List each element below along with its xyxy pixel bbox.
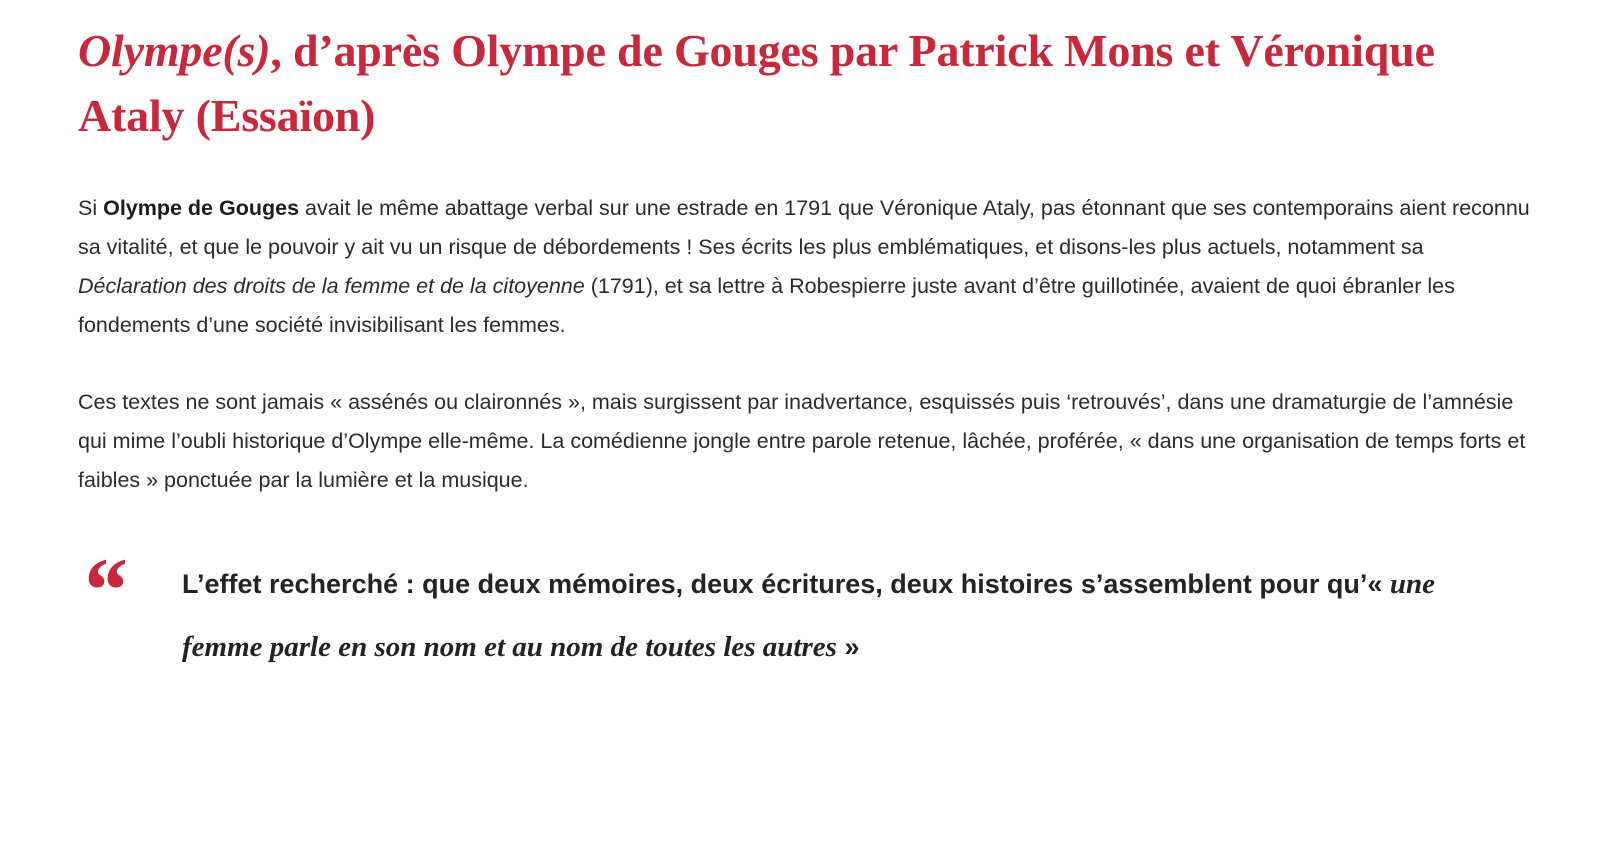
- quote-text-run: L’effet recherché : que deux mémoires, deux écritures, deux histoires s’assemblent pour qu’«: [182, 568, 1390, 599]
- pull-quote-text: [182, 553, 1482, 681]
- text-run: Si: [78, 195, 104, 220]
- page-title: [78, 18, 1532, 149]
- quote-mark-icon: “: [80, 538, 123, 641]
- emphasis-italic: Déclaration des droits de la femme et de la citoyenne: [78, 273, 585, 298]
- article-paragraph-1: [78, 189, 1532, 346]
- pull-quote: [78, 538, 1482, 681]
- quote-text-run: »: [836, 632, 860, 663]
- page-title-rest: , d’après Olympe de Gouges par Patrick Mons et Véronique Ataly (Essaïon): [78, 25, 1435, 142]
- page-title-italic: Olympe(s): [78, 25, 271, 76]
- article-paragraph-2: [78, 383, 1532, 500]
- text-run: Ces textes ne sont jamais « assénés ou claironnés », mais surgissent par inadvertance, esquissés puis ‘retrouvés’, dans une dramaturgie de l’amnésie qui mime l’oubli historique d’Olympe elle-même. La comédienne jongle entre parole retenue, lâchée, proférée, « dans une organisation de temps forts et faibles » ponctuée par la lumière et la musique.: [78, 390, 1526, 493]
- emphasis-bold: Olympe de Gouges: [103, 195, 300, 220]
- text-run: avait le même abattage verbal sur une estrade en 1791 que Véronique Ataly, pas étonnant que ses contemporains aient reconnu sa vitalité, et que le pouvoir y ait vu un risque de débordements ! Ses écrits les plus emblématiques, et disons-les plus actuels, notamment sa: [78, 195, 1530, 259]
- quote-italic-run: une femme parle en son nom et au nom de toutes les autres: [182, 567, 1436, 664]
- text-run: (1791), et sa lettre à Robespierre juste avant d’être guillotinée, avaient de quoi ébranler les fondements d’une société invisibilisant les femmes.: [78, 273, 1455, 337]
